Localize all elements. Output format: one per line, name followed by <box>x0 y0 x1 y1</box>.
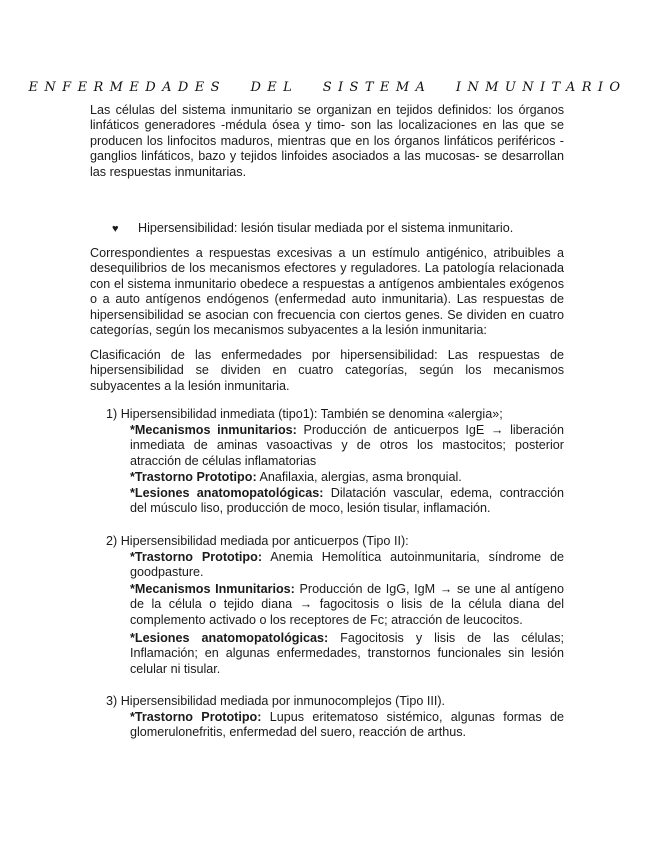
paragraph-clasificacion: Clasificación de las enfermedades por hipersensibilidad: Las respuestas de hipersensibilidad se dividen en cuatro categorías, según los mecanismos subyacentes a la lesión inmunitaria. <box>90 348 564 393</box>
type-1-heading: 1) Hipersensibilidad inmediata (tipo1): También se denomina «alergia»; <box>106 407 503 421</box>
detail-text: Anafilaxia, alergias, asma bronquial. <box>256 470 462 484</box>
type-3-trastorno <box>130 710 564 741</box>
type-1-trastorno <box>130 470 564 485</box>
type-2-mecanismos <box>130 582 564 628</box>
heart-icon: ♥ <box>112 223 119 235</box>
type-2-heading: 2) Hipersensibilidad mediada por anticuerpos (Tipo II): <box>106 534 409 548</box>
detail-text: Producción de IgG, IgM → se une al antígeno de la célula o tejido diana → fagocitosis o lisis de la célula diana del complemento activado o los receptores de Fc; atracción de leucocitos. <box>130 582 565 627</box>
page-title: ENFERMEDADES DEL SISTEMA INMUNITARIO <box>28 80 627 95</box>
detail-label: *Trastorno Prototipo: <box>130 470 257 484</box>
detail-text: Dilatación vascular, edema, contracción del músculo liso, producción de moco, lesión tisular, inflamación. <box>130 486 564 516</box>
detail-label: *Trastorno Prototipo: <box>130 710 262 724</box>
paragraph-correspondientes: Correspondientes a respuestas excesivas a un estímulo antigénico, atribuibles a desequilibrios de los mecanismos efectores y reguladores. La patología relacionada con el sistema inmunitario obedece a respuestas a antígenos ambientales exógenos o a auto antígenos endógenos (enfermedad auto inmunitaria). Las respuestas de hipersensibilidad se asocian con frecuencia con ciertos genes. Se dividen en cuatro categorías, según los mecanismos subyacentes a la lesión inmunitaria: <box>90 246 564 338</box>
detail-text: Lupus eritematoso sistémico, algunas formas de glomerulonefritis, enfermedad del suero, reacción de arthus. <box>130 710 565 740</box>
type-1-lesiones <box>130 486 564 517</box>
detail-label: *Lesiones anatomopatológicas: <box>130 486 324 500</box>
detail-label: *Mecanismos inmunitarios: <box>130 423 297 437</box>
detail-text: Fagocitosis y lisis de las células; Inflamación; en algunas enfermedades, transtornos funcionales sin lesión celular ni tisular. <box>130 631 564 676</box>
type-2-lesiones <box>130 631 564 677</box>
bullet-item <box>112 221 572 237</box>
type-2-trastorno <box>130 550 564 581</box>
bullet-text: Hipersensibilidad: lesión tisular mediada por el sistema inmunitario. <box>138 221 514 235</box>
intro-paragraph: Las células del sistema inmunitario se organizan en tejidos definidos: los órganos linfáticos generadores -médula ósea y timo- son las localizaciones en las que se producen los linfocitos maduros, mientras que en los órganos linfáticos periféricos - ganglios linfáticos, bazo y tejidos linfoides asociados a las mucosas- se desarrollan las respuestas inmunitarias. <box>90 103 564 179</box>
detail-label: *Mecanismos Inmunitarios: <box>130 582 295 596</box>
detail-label: *Trastorno Prototipo: <box>130 550 263 564</box>
detail-text: Anemia Hemolítica autoinmunitaria, síndrome de goodpasture. <box>130 550 564 580</box>
type-3-heading: 3) Hipersensibilidad mediada por inmunocomplejos (Tipo III). <box>106 694 446 708</box>
detail-label: *Lesiones anatomopatológicas: <box>130 631 329 645</box>
detail-text: Producción de anticuerpos IgE → liberación inmediata de aminas vasoactivas y de otros los mastocitos; posterior atracción de células inflamatorias <box>130 423 564 468</box>
type-1-mecanismos <box>130 423 564 469</box>
